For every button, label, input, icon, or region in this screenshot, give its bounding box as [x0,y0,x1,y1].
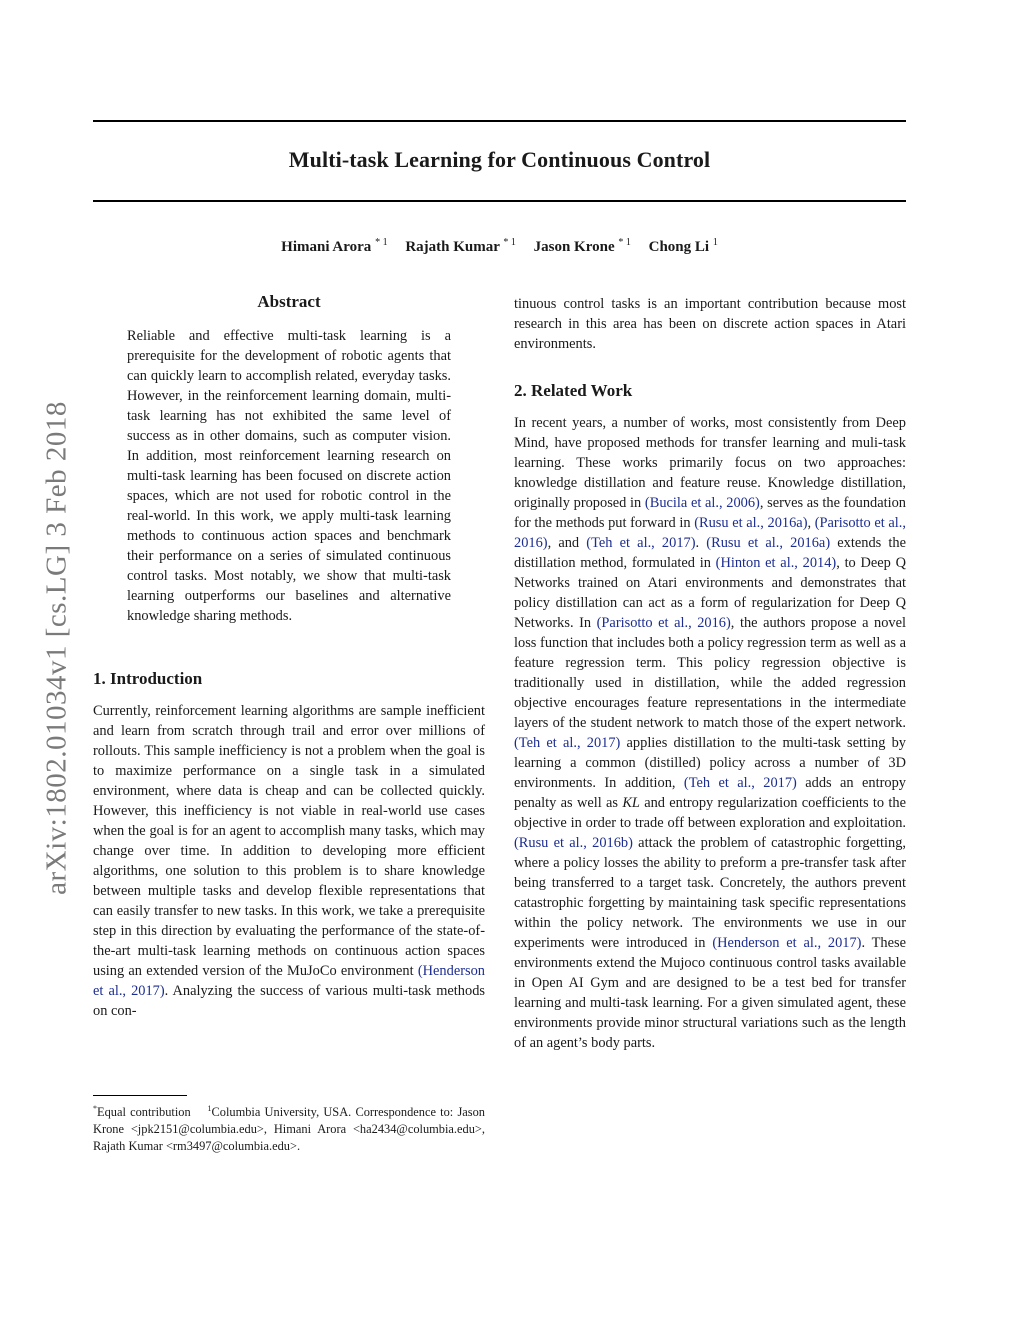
author: Rajath Kumar $^{* 1}$ [405,237,516,255]
right-column [514,294,906,1053]
footnote: *Equal contribution $^1$Columbia University, USA. Correspondence to: Jason Krone <jpk2151@columbia.edu>, Himani Arora <ha2434@columbia.edu>, Rajath Kumar <rm3497@columbia.edu>. [93,1104,485,1153]
citation-link[interactable]: (Parisotto et al., 2016) [514,515,906,551]
citation-link[interactable]: (Parisotto et al., 2016) [596,615,731,631]
citation-link[interactable]: (Henderson et al., 2017) [712,935,862,951]
citation-link[interactable]: (Bucila et al., 2006) [644,495,760,511]
citation-link[interactable]: (Teh et al., 2017) [683,775,797,791]
citation-link[interactable]: (Hinton et al., 2014) [715,555,837,571]
title-rule-top [93,120,906,122]
abstract-text: Reliable and effective multi-task learning is a prerequisite for the development of robotic agents that can quickly learn to accomplish related, everyday tasks. However, in the reinforcement learning domain, multi-task learning has not exhibited the same level of success as in other domains, such as computer vision. In addition, most reinforcement learning research on multi-task learning has been focused on discrete action spaces, which are not used for robotic control in the real-world. In this work, we apply multi-task learning methods to continuous action spaces and benchmark their performance on a series of simulated continuous control tasks. Most notably, we show that multi-task learning outperforms our baselines and alternative knowledge sharing methods. [127,328,451,624]
paper-title: Multi-task Learning for Continuous Control [288,147,711,172]
author: Jason Krone $^{* 1}$ [533,237,631,255]
author-list [93,237,906,256]
abstract-heading: Abstract [257,292,321,311]
citation-link[interactable]: (Rusu et al., 2016a) [706,535,831,551]
kl-symbol: KL [622,795,640,811]
left-column [93,292,485,1021]
author: Chong Li $^1$ [648,237,718,255]
introduction-text-continued: tinuous control tasks is an important contribution because most research in this area has been on discrete action spaces in Atari environments. [514,296,906,352]
arxiv-stamp: arXiv:1802.01034v1 [cs.LG] 3 Feb 2018 [40,401,73,895]
footnote-rule [93,1095,187,1096]
introduction-heading: 1. Introduction [93,669,203,688]
citation-link[interactable]: (Teh et al., 2017) [586,535,696,551]
citation-link[interactable]: (Teh et al., 2017) [514,735,621,751]
citation-link[interactable]: (Henderson et al., 2017) [93,963,485,999]
author: Himani Arora $^{* 1}$ [281,237,388,255]
citation-link[interactable]: (Rusu et al., 2016a) [694,515,808,531]
introduction-text: Currently, reinforcement learning algorithms are sample inefficient and learn from scratch through trail and error over millions of rollouts. This sample inefficiency is not a problem when the goal is to maximize performance on a single task in a simulated environment, where data is cheap and can be collected quickly. However, this inefficiency is not viable in real-world use cases when the goal is for an agent to accomplish many tasks, which may change over time. In addition to developing more efficient algorithms, one solution to this problem is to share knowledge between multiple tasks and develop flexible representations that can easily transfer to new tasks. In this work, we take a prerequisite step in this direction by evaluating the performance of the state-of-the-art multi-task learning methods on continuous action spaces using an extended version of the MuJoCo environment (Henderson et al., 2017). Analyzing the success of various multi-task methods on con- [93,703,485,1019]
citation-link[interactable]: (Rusu et al., 2016b) [514,835,633,851]
title-rule-bottom [93,200,906,202]
related-work-text: In recent years, a number of works, most consistently from Deep Mind, have proposed methods for transfer learning and muli-task learning. These works primarily focus on two approaches: knowledge distillation and feature reuse. Knowledge distillation, originally proposed in (Bucila et al., 2006), serves as the foundation for the methods put forward in (Rusu et al., 2016a), (Parisotto et al., 2016), and (Teh et al., 2017). (Rusu et al., 2016a) extends the distillation method, formulated in (Hinton et al., 2014), to Deep Q Networks trained on Atari environments and demonstrates that policy distillation can act as a form of regularization for Deep Q Networks. In (Parisotto et al., 2016), the authors propose a novel loss function that includes both a policy regression term as well as a feature regression term. This policy regression objective is traditionally used in distillation, while the added regression objective encourages feature representations in the intermediate layers of the student network to match those of the expert network. (Teh et al., 2017) applies distillation to the multi-task setting by learning a common (distilled) policy across a number of 3D environments. In addition, (Teh et al., 2017) adds an entropy penalty as well as KL and entropy regularization coefficients to the objective in order to trade off between exploration and exploitation. (Rusu et al., 2016b) attack the problem of catastrophic forgetting, where a policy losses the ability to preform a pre-transfer task after being transferred to a target task. Concretely, the authors prevent catastrophic forgetting by maintaining task specific representations within the policy network. The environments we use in our experiments were introduced in (Henderson et al., 2017). These environments extend the Mujoco continuous control tasks available in Open AI Gym and are designed to be a test bed for transfer learning and multi-task learning. For a given simulated agent, these environments provide minor structural variations such as the length of an agent’s body parts. [514,415,907,1051]
related-work-heading: 2. Related Work [514,381,633,400]
